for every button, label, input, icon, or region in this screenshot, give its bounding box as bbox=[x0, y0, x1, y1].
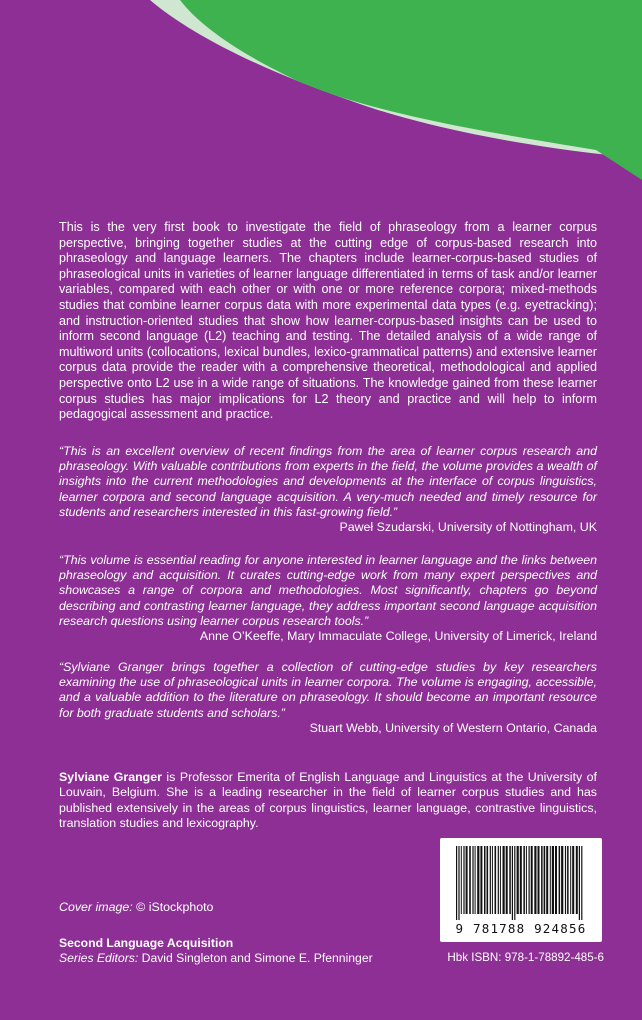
barcode-bar bbox=[570, 846, 571, 914]
review-quote: “This is an excellent overview of recent findings from the area of learner corpus research and phraseology. With valuable contributions from experts in the field, the volume provides a wealth of insights into the current methodologies and developments at the interface of corpus linguistics, learner corpora and second language acquisition. A very-much needed and timely resource for students and researchers interested in this fast-growing field.” bbox=[59, 444, 597, 519]
barcode-bar bbox=[487, 846, 489, 914]
barcode-bar bbox=[552, 846, 554, 914]
barcode bbox=[440, 838, 602, 942]
barcode-bar bbox=[567, 846, 569, 914]
barcode-bar bbox=[544, 846, 546, 914]
barcode-bar bbox=[477, 846, 479, 914]
review-attribution: Stuart Webb, University of Western Ontario, Canada bbox=[309, 720, 597, 735]
barcode-bars bbox=[440, 838, 602, 922]
barcode-bar bbox=[458, 846, 459, 920]
barcode-bar bbox=[550, 846, 551, 914]
review-1 bbox=[59, 444, 597, 535]
review-quote: “This volume is essential reading for anyone interested in learner language and the links between phraseology and acquisition. It curates cutting-edge work from many expert perspectives and showcases a range of corpora and methodologies. Most significantly, chapters go beyond describing and contrasting learner language, they address important second language acquisition research questions using learner corpus research tools.” bbox=[59, 553, 597, 628]
barcode-bar bbox=[475, 846, 476, 914]
barcode-bar bbox=[495, 846, 497, 914]
speech-bubble-decoration bbox=[0, 0, 642, 190]
barcode-bar bbox=[500, 846, 501, 914]
barcode-bar bbox=[469, 846, 471, 914]
barcode-digits: 9 781788 924856 bbox=[455, 921, 587, 936]
cover-credit-value: © iStockphoto bbox=[132, 900, 214, 914]
barcode-bar bbox=[484, 846, 486, 914]
author-bio bbox=[59, 770, 597, 832]
barcode-bar bbox=[461, 846, 462, 914]
bubble-green-shape bbox=[180, 0, 642, 180]
barcode-bar bbox=[472, 846, 473, 914]
barcode-bar bbox=[523, 846, 525, 914]
barcode-bar bbox=[534, 846, 536, 914]
barcode-bar bbox=[463, 846, 464, 914]
book-description bbox=[59, 220, 597, 423]
review-attribution: Paweł Szudarski, University of Nottingham, UK bbox=[339, 520, 597, 535]
bio-paragraph bbox=[59, 770, 597, 832]
barcode-bar bbox=[503, 846, 505, 914]
barcode-bar bbox=[498, 846, 499, 914]
barcode-bar bbox=[565, 846, 566, 914]
barcode-bar bbox=[576, 846, 578, 914]
author-name: Sylviane Granger bbox=[59, 770, 162, 784]
barcode-bar bbox=[561, 846, 563, 914]
series-editors-line bbox=[59, 951, 373, 966]
barcode-bar bbox=[520, 846, 522, 914]
barcode-bar bbox=[555, 846, 557, 914]
description-text: This is the very first book to investigate the field of phraseology from a learner corpus perspective, bringing together studies at the cutting edge of corpus-based research into phraseology and language learners. The chapters include learner-corpus-based studies of phraseological units in varieties of learner language differentiated in terms of task and/or learner variables, compared with each other or with one or more reference corpora; mixed-methods studies that combine learner corpus data with more experimental data types (e.g. eyetracking); and instruction-oriented studies that show how learner-corpus-based insights can be used to inform second language (L2) teaching and testing. The detailed analysis of a wide range of multiword units (collocations, lexical bundles, lexico-grammatical patterns) and extensive learner corpus data provide the reader with a comprehensive theoretical, methodological and applied perspective onto L2 use in a wide range of situations. The knowledge gained from these learner corpus studies has major implications for L2 theory and practice and will help to inform pedagogical assessment and practice. bbox=[59, 220, 597, 422]
barcode-bar bbox=[456, 846, 457, 920]
series-info bbox=[59, 936, 373, 966]
series-editors: David Singleton and Simone E. Pfenninger bbox=[138, 951, 373, 965]
barcode-bar bbox=[480, 846, 482, 914]
cover-credit-label: Cover image: bbox=[59, 900, 133, 914]
barcode-bar bbox=[531, 846, 533, 914]
review-quote: “Sylviane Granger brings together a collection of cutting-edge studies by key researchers examining the use of phraseological units in learner corpora. The volume is engaging, accessible, and a valuable addition to the literature on phraseology. It should become an important resource for both graduate students and scholars.” bbox=[59, 660, 597, 720]
isbn-label: Hbk ISBN: 978-1-78892-485-6 bbox=[447, 951, 604, 964]
barcode-bar bbox=[490, 846, 491, 914]
barcode-bar bbox=[466, 846, 468, 914]
barcode-bar bbox=[529, 846, 530, 914]
barcode-bar bbox=[559, 846, 561, 914]
barcode-bar bbox=[538, 846, 540, 914]
barcode-bar bbox=[579, 846, 580, 920]
barcode-bar bbox=[581, 846, 582, 920]
barcode-bar bbox=[517, 846, 519, 914]
bio-text: is Professor Emerita of English Language and Linguistics at the University of Louvain, Belgium. She is a leading researcher in the field of learner corpus studies and has published extensively in the areas of corpus linguistics, learner language, contrastive linguistics, translation studies and lexicography. bbox=[59, 770, 597, 831]
barcode-bar bbox=[509, 846, 511, 914]
barcode-bar bbox=[546, 846, 548, 914]
barcode-bar bbox=[506, 846, 508, 914]
series-editors-label: Series Editors: bbox=[59, 951, 139, 965]
review-3 bbox=[59, 660, 597, 736]
barcode-bar bbox=[541, 846, 543, 914]
barcode-bar bbox=[492, 846, 493, 914]
cover-credit bbox=[59, 900, 213, 914]
barcode-bar bbox=[512, 846, 513, 920]
review-2 bbox=[59, 553, 597, 644]
barcode-bar bbox=[572, 846, 574, 914]
series-title: Second Language Acquisition bbox=[59, 936, 234, 950]
barcode-bar bbox=[526, 846, 527, 914]
review-attribution: Anne O’Keeffe, Mary Immaculate College, University of Limerick, Ireland bbox=[199, 629, 597, 644]
barcode-bar bbox=[514, 846, 515, 920]
